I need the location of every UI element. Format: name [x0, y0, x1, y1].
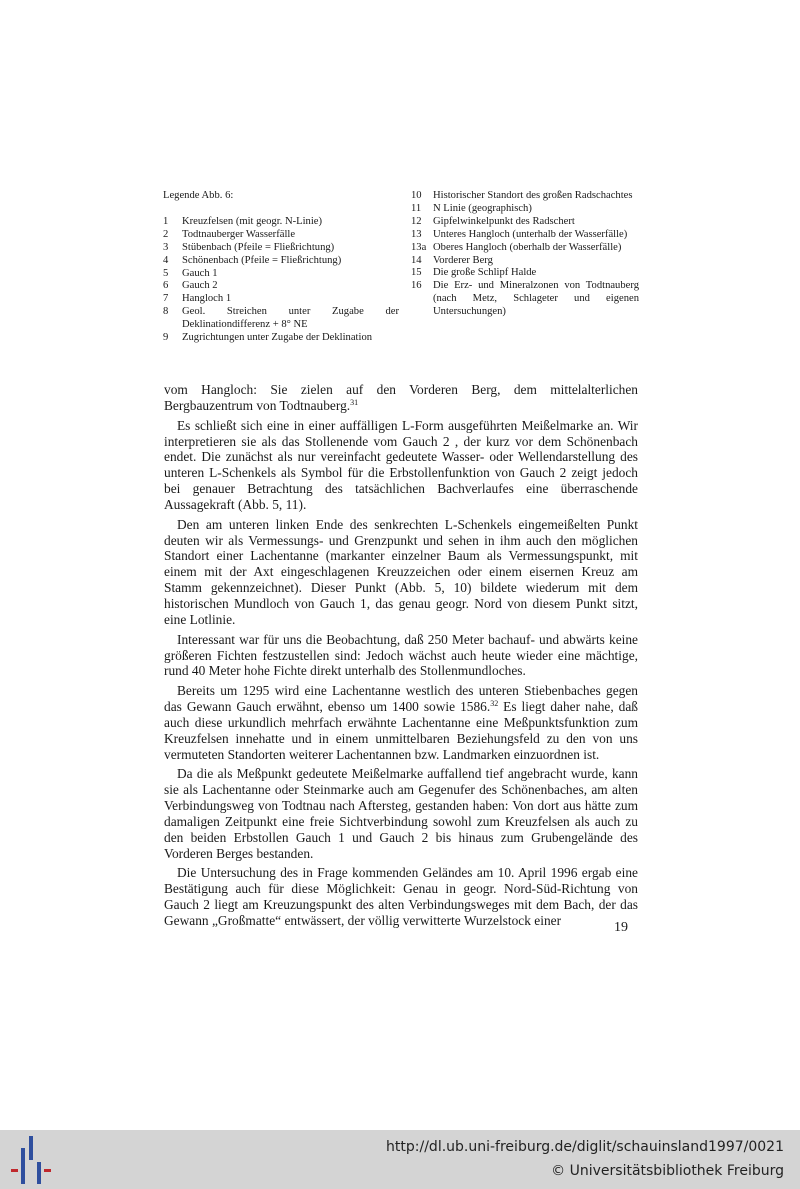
- legend-item-number: 7: [163, 293, 169, 305]
- legend-title: Legende Abb. 6:: [163, 190, 234, 201]
- paragraph: vom Hangloch: Sie zielen auf den Vorderen Berg, dem mittelalterlichen Bergbauzentrum von Todtnauberg.$^{31}$: [164, 382, 638, 413]
- legend-item: [411, 280, 639, 319]
- legend-item: [163, 268, 399, 281]
- page-number: 19: [614, 920, 628, 935]
- legend-item-text: Unteres Hangloch (unterhalb der Wasserfälle): [433, 228, 628, 240]
- paragraph: Es schließt sich eine in einer auffälligen L-Form ausgeführten Meißelmarke an. Wir interpretieren sie als das Stollenende vom Gauch 2 , der kurz vor dem Schönenbach endet. Die zunächst als nur vereinfacht gedeutete Wasser- oder Wellendarstellung des unteren L-Schenkels als Symbol für die Erbstollenfunktion von Gauch 2 zeigt jedoch bei genauer Betrachtung des tatsächlichen Bachverlaufes eine überraschende Aussagekraft (Abb. 5, 11).: [164, 417, 638, 512]
- legend-item: [163, 255, 399, 268]
- legend-item: [163, 280, 399, 293]
- legend-item-text: Die große Schlipf Halde: [433, 267, 537, 279]
- legend-item: [163, 306, 399, 332]
- legend-item-number: 11: [411, 202, 422, 214]
- legend-item-number: 13a: [411, 241, 427, 253]
- footnote-ref: 31: [350, 397, 359, 407]
- legend-left-column: [163, 190, 399, 345]
- paragraph: Die Untersuchung des in Frage kommenden Geländes am 10. April 1996 ergab eine Bestätigung auch für diese Möglichkeit: Genau in geogr. Nord-Süd-Richtung von Gauch 2 liegt am Kreuzungspunkt des alten Verbindungsweges mit dem Bach, der das Gewann „Großmatte“ entwässert, der völlig verwitterte Wurzelstock einer: [164, 865, 638, 928]
- legend-item-text: Gauch 2: [182, 280, 218, 292]
- legend-item-number: 13: [411, 228, 422, 240]
- legend-item-number: 12: [411, 215, 422, 227]
- legend-item-text: Zugrichtungen unter Zugabe der Deklination: [182, 332, 373, 344]
- body-text: [164, 382, 638, 929]
- legend-item-text: Gauch 1: [182, 267, 218, 279]
- legend-item-number: 5: [163, 267, 169, 279]
- legend-item-number: 4: [163, 254, 169, 266]
- legend-item-text: Historischer Standort des großen Radschachtes: [433, 190, 633, 201]
- legend-item: [163, 216, 399, 229]
- legend-item: [163, 332, 399, 345]
- paragraph: Da die als Meßpunkt gedeutete Meißelmarke auffallend tief angebracht wurde, kann sie als Lachentanne oder Steinmarke auch am Gegenufer des Schönenbaches, am alten Verbindungsweg von Todtnau nach Aftersteg, gestanden haben: Von dort aus hätte zum damaligen Zeitpunkt eine freie Sichtverbindung sowohl zum Kreuzfelsen als auch zu den beiden Erbstollen Gauch 1 und Gauch 2 bis hinaus zum Grubengelände des Vorderen Berges bestanden.: [164, 766, 638, 861]
- legend-item-text: Todtnauberger Wasserfälle: [182, 228, 296, 240]
- legend-item-text: Schönenbach (Pfeile = Fließrichtung): [182, 254, 342, 266]
- legend-item: [411, 190, 639, 203]
- legend-item-text: Die Erz- und Mineralzonen von Todtnauberg (nach Metz, Schlageter und eigenen Untersuchungen): [433, 280, 639, 318]
- legend-item-number: 3: [163, 241, 169, 253]
- legend-item: [163, 293, 399, 306]
- legend-item-text: Stübenbach (Pfeile = Fließrichtung): [182, 241, 335, 253]
- paragraph: Bereits um 1295 wird eine Lachentanne westlich des unteren Stiebenbaches gegen das Gewann Gauch erwähnt, ebenso um 1400 sowie 1586.32 Es liegt daher nahe, daß auch diese urkundlich mehrfach erwähnte Lachentanne eine Meßpunktsfunktion zum Kreuzfelsen innehatte und in einem unmittelbaren Beziehungsfeld zu den von uns vermuteten Standorten weiterer Lachentannen bzw. Landmarken einzuordnen ist.: [164, 683, 639, 762]
- permalink-link[interactable]: http://dl.ub.uni-freiburg.de/diglit/schauinsland1997/0021: [386, 1139, 784, 1155]
- legend-item-text: Kreuzfelsen (mit geogr. N-Linie): [182, 215, 323, 227]
- copyright-text: © Universitätsbibliothek Freiburg: [551, 1163, 784, 1179]
- legend-item-number: 15: [411, 267, 422, 279]
- legend-item: [411, 229, 639, 242]
- legend-item-text: Geol. Streichen unter Zugabe der Deklinationdifferenz + 8° NE: [182, 306, 399, 331]
- legend-item-number: 10: [411, 190, 422, 201]
- legend-right-column: [411, 190, 639, 319]
- legend-item: [411, 242, 639, 255]
- legend-item-text: Oberes Hangloch (oberhalb der Wasserfälle): [433, 241, 622, 253]
- legend-item: [163, 242, 399, 255]
- legend-item: [163, 229, 399, 242]
- legend-item-number: 14: [411, 254, 422, 266]
- legend-item-number: 1: [163, 215, 169, 227]
- legend-item: [411, 203, 639, 216]
- legend-item-text: Gipfelwinkelpunkt des Radschert: [433, 215, 575, 227]
- footnote-ref: 32: [490, 699, 499, 709]
- footer-bar: [0, 1130, 800, 1189]
- legend-item-number: 6: [163, 280, 169, 292]
- legend-item-number: 2: [163, 228, 169, 240]
- legend-item: [411, 267, 639, 280]
- paragraph: Den am unteren linken Ende des senkrechten L-Schenkels eingemeißelten Punkt deuten wir als Vermessungs- und Grenzpunkt und sehen in ihm auch den möglichen Standort einer Lachentanne (markanter einzelner Baum als Vermessungspunkt, mit einem mit der Axt eingeschlagenen Kreuzzeichen oder einem eisernen Kreuz am Stamm gekennzeichnet). Dieser Punkt (Abb. 5, 10) bildete wiederum mit dem historischen Mundloch von Gauch 1, das genau geogr. Nord von diesem Punkt sitzt, eine Lotlinie.: [164, 516, 638, 627]
- paragraph: Interessant war für uns die Beobachtung, daß 250 Meter bachauf- und abwärts keine größeren Fichten festzustellen sind: Jedoch wächst auch heute wieder eine mächtige, rund 40 Meter hohe Fichte direkt unterhalb des Stollenmundloches.: [164, 631, 638, 679]
- legend-item-number: 8: [163, 306, 169, 318]
- legend-item-number: 9: [163, 332, 169, 344]
- legend-item-text: N Linie (geographisch): [433, 202, 532, 214]
- ub-freiburg-logo-icon[interactable]: [8, 1136, 52, 1184]
- legend-item-number: 16: [411, 280, 422, 292]
- legend-item: [411, 216, 639, 229]
- legend-item-text: Vorderer Berg: [433, 254, 493, 266]
- legend-item-text: Hangloch 1: [182, 293, 232, 305]
- legend-item: [411, 255, 639, 268]
